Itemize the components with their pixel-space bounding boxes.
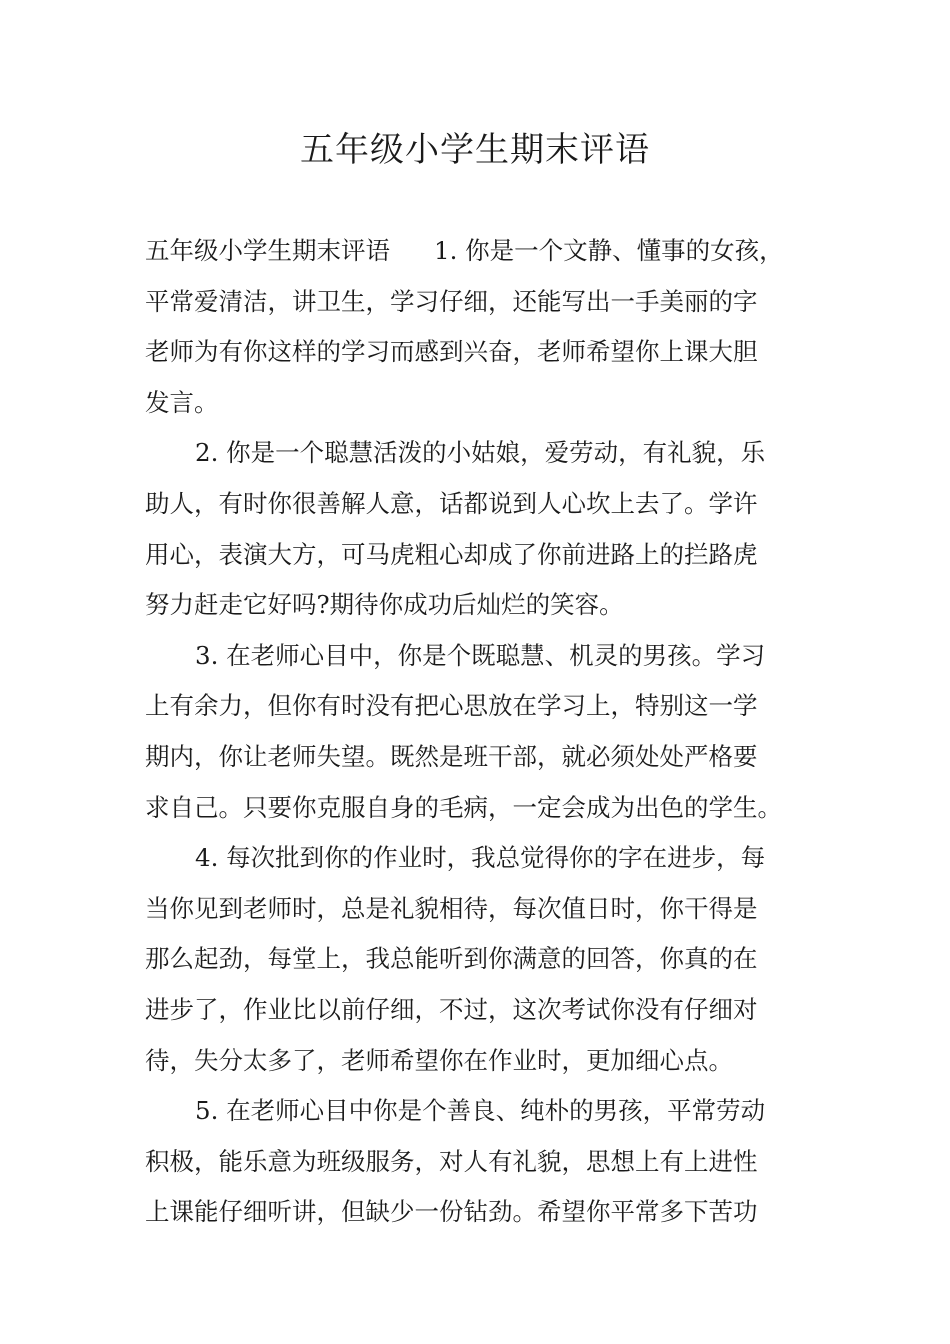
text-line: 期内，你让老师失望。既然是班干部，就必须处处严格要 [145, 741, 758, 771]
text-line: 求自己。只要你克服自身的毛病，一定会成为出色的学生。 [145, 792, 782, 822]
item-1-start: 1. 你是一个文静、懂事的女孩， [434, 236, 784, 265]
text-line: 老师为有你这样的学习而感到兴奋，老师希望你上课大胆 [145, 337, 758, 367]
text-line: 上课能仔细听讲，但缺少一份钻劲。希望你平常多下苦功 [145, 1197, 758, 1227]
page-title: 五年级小学生期末评语 [300, 130, 650, 170]
subtitle-inline: 五年级小学生期末评语 [145, 236, 390, 265]
paragraph-start: 3. 在老师心目中，你是个既聪慧、机灵的男孩。学习 [195, 640, 766, 670]
text-line: 努力赶走它好吗?期待你成功后灿烂的笑容。 [145, 590, 624, 620]
text-line: 用心，表演大方，可马虎粗心却成了你前进路上的拦路虎 [145, 539, 758, 569]
text-line: 上有余力，但你有时没有把心思放在学习上，特别这一学 [145, 691, 758, 721]
text-line: 那么起劲，每堂上，我总能听到你满意的回答，你真的在 [145, 944, 758, 974]
paragraph-start: 2. 你是一个聪慧活泼的小姑娘，爱劳动，有礼貌，乐 [195, 438, 766, 468]
text-line: 待，失分太多了，老师希望你在作业时，更加细心点。 [145, 1045, 733, 1075]
text-line: 进步了，作业比以前仔细，不过，这次考试你没有仔细对 [145, 994, 758, 1024]
paragraph-start: 5. 在老师心目中你是个善良、纯朴的男孩，平常劳动 [195, 1096, 766, 1126]
text-line: 当你见到老师时，总是礼貌相待，每次值日时，你干得是 [145, 893, 758, 923]
text-line: 积极，能乐意为班级服务，对人有礼貌，思想上有上进性 [145, 1146, 758, 1176]
text-line: 助人，有时你很善解人意，话都说到人心坎上去了。学许 [145, 488, 758, 518]
text-line: 平常爱清洁，讲卫生，学习仔细，还能写出一手美丽的字 [145, 286, 758, 316]
text-line [145, 226, 810, 277]
text-line: 发言。 [145, 387, 219, 417]
paragraph-start: 4. 每次批到你的作业时，我总觉得你的字在进步，每 [195, 843, 766, 873]
document-body [145, 226, 810, 1238]
